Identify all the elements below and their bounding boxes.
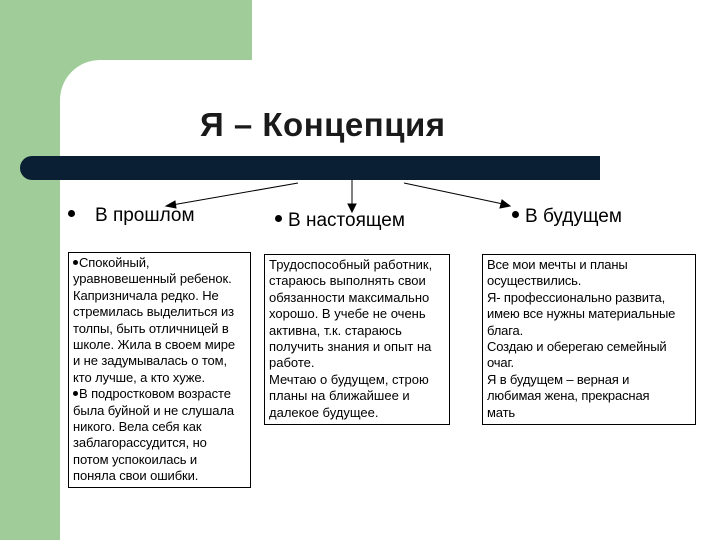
future-description-box	[482, 254, 696, 425]
past-line: школе. Жила в своем мире	[73, 337, 235, 353]
past-line: В подростковом возрасте	[73, 386, 246, 402]
future-line: Я в будущем – верная и	[487, 371, 630, 387]
slide-title: Я – Концепция	[200, 106, 446, 143]
bullet-icon	[68, 210, 75, 217]
present-line: работе.	[269, 355, 315, 371]
present-description-box	[264, 254, 450, 425]
present-line: Мечтаю о будущем, строю	[269, 371, 429, 387]
present-line: далекое будущее.	[269, 404, 379, 420]
future-line: мать	[487, 404, 516, 420]
arrow-line-past	[172, 183, 298, 205]
past-line: Капризничала редко. Не	[73, 287, 219, 303]
past-line: заблагорассудится, но	[73, 435, 207, 451]
heading-future	[512, 206, 622, 228]
past-line: была буйной и не слушала	[73, 402, 234, 418]
future-line: очаг.	[487, 355, 514, 371]
future-line: Создаю и оберегаю семейный	[487, 339, 667, 355]
present-line: планы на ближайшее и	[269, 388, 410, 404]
future-line: Я- профессионально развита,	[487, 289, 666, 305]
future-line: имею все нужны материальные	[487, 306, 676, 322]
past-line: стремилась выделиться из	[73, 304, 234, 320]
heading-future-label: В будущем	[525, 206, 622, 227]
bullet-icon	[512, 211, 519, 218]
present-line: хорошо. В учебе не очень	[269, 306, 426, 322]
future-line: Все мои мечты и планы	[487, 257, 628, 272]
heading-past-label: В прошлом	[95, 205, 195, 226]
present-line: стараюсь выполнять свои	[269, 273, 426, 289]
arrow-line-future	[404, 183, 503, 204]
present-line: получить знания и опыт на	[269, 339, 432, 355]
past-line: уравновешенный ребенок.	[73, 271, 232, 287]
heading-present	[275, 210, 405, 232]
past-description-box	[68, 252, 251, 488]
past-line: потом успокоилась и	[73, 451, 198, 467]
future-line: любимая жена, прекрасная	[487, 388, 650, 404]
bullet-icon	[275, 215, 282, 222]
past-line: толпы, быть отличницей в	[73, 320, 229, 336]
past-line: и не задумывалась о том,	[73, 353, 228, 369]
future-line: блага.	[487, 322, 524, 338]
heading-present-label: В настоящем	[288, 210, 405, 231]
past-line: Спокойный,	[73, 255, 246, 271]
past-line: никого. Вела себя как	[73, 419, 202, 435]
present-line: Трудоспособный работник,	[269, 257, 433, 272]
future-line: осуществились.	[487, 273, 582, 289]
past-line: поняла свои ошибки.	[73, 468, 199, 484]
bullet-icon	[73, 391, 78, 396]
heading-past	[68, 205, 195, 227]
past-line: кто лучше, а кто хуже.	[73, 369, 206, 385]
present-line: обязанности максимально	[269, 289, 430, 305]
present-line: активна, т.к. стараюсь	[269, 322, 402, 338]
arrowhead-future	[500, 200, 510, 208]
bullet-icon	[73, 260, 78, 265]
